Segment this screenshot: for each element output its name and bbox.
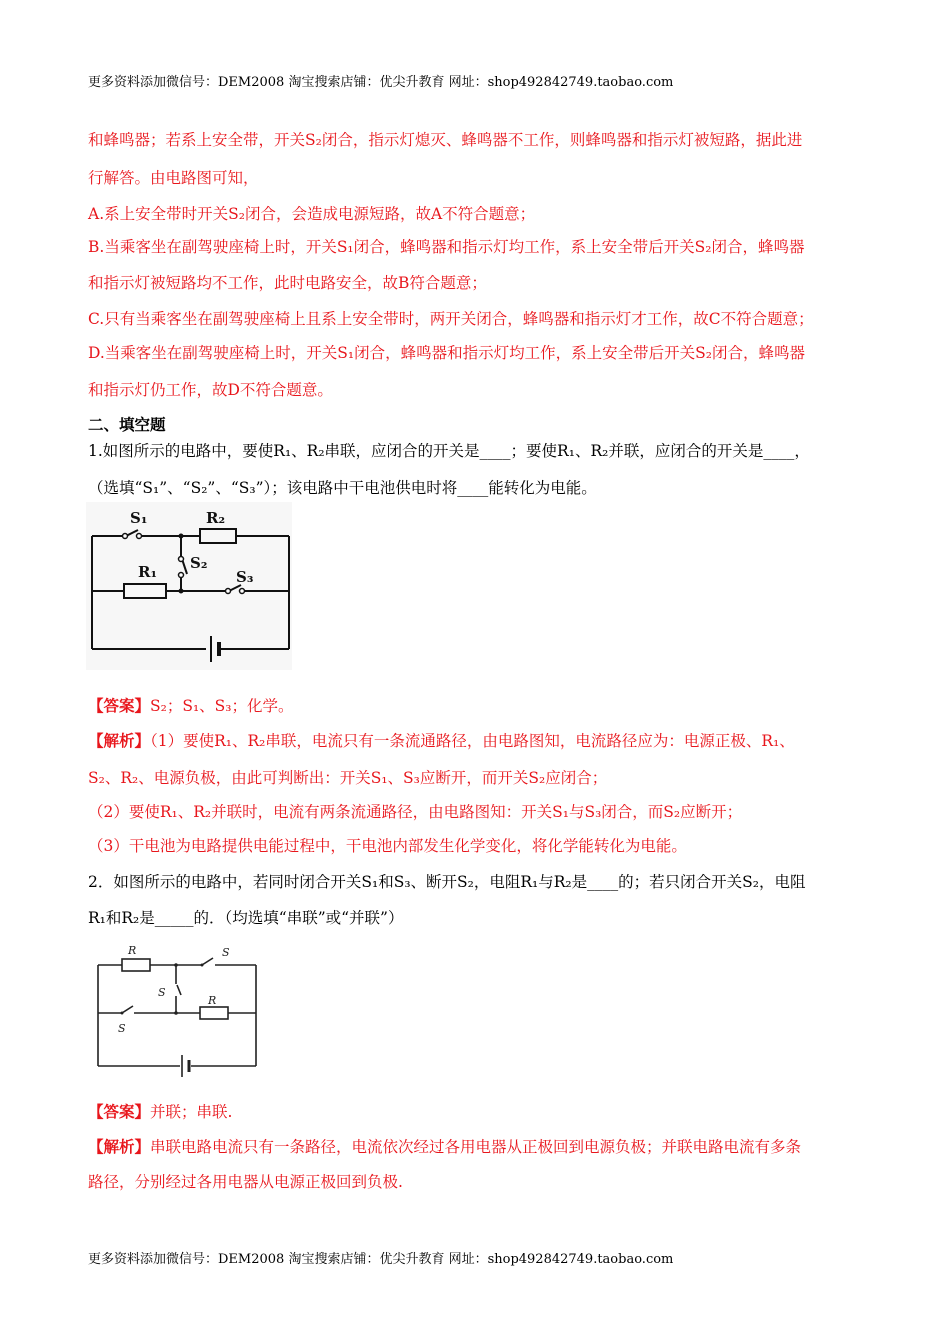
analysis-option-d: D.当乘客坐在副驾驶座椅上时，开关S₁闭合，蜂鸣器和指示灯均工作，系上安全带后开关S₂闭合，蜂鸣器 [88, 344, 805, 362]
analysis-2 [88, 1135, 801, 1157]
analysis-tag: 【解析】 [88, 731, 151, 750]
analysis-2-line: 路径，分别经过各用电器从电源正极回到负极. [88, 1173, 403, 1191]
label-s2: S₂ [190, 554, 208, 572]
label-s1: S₁ [130, 509, 148, 527]
analysis-line: 行解答。由电路图可知， [88, 169, 259, 187]
analysis-1-line: （2）要使R₁、R₂并联时，电流有两条流通路径，由电路图知：开关S₁与S₃闭合，而S₂应断开； [88, 803, 743, 821]
answer-tag: 【答案】 [88, 1102, 151, 1121]
circuit-diagram-2 [92, 938, 262, 1084]
question-2-line: R₁和R₂是_____的．（均选填“串联”或“并联”） [88, 909, 404, 927]
section-title: 二、填空题 [88, 415, 166, 434]
analysis-text: （1）要使R₁、R₂串联，电流只有一条流通路径，由电路图知，电流路径应为：电源正极、R₁、 [150, 732, 795, 750]
analysis-line: 和蜂鸣器；若系上安全带，开关S₂闭合，指示灯熄灭、蜂鸣器不工作，则蜂鸣器和指示灯被短路，据此进 [88, 131, 803, 149]
analysis-option-a: A.系上安全带时开关S₂闭合，会造成电源短路，故A不符合题意； [88, 205, 536, 223]
answer-2 [88, 1100, 232, 1122]
analysis-1-line: S₂、R₂、电源负极，由此可判断出：开关S₁、S₃应断开，而开关S₂应闭合； [88, 769, 608, 787]
page-footer: 更多资料添加微信号：DEM2008 淘宝搜索店铺：优尖升教育 网址：shop492842749.taobao.com [88, 1252, 674, 1267]
answer-1 [88, 694, 294, 716]
page-header: 更多资料添加微信号：DEM2008 淘宝搜索店铺：优尖升教育 网址：shop492842749.taobao.com [88, 75, 674, 90]
answer-text: S₂；S₁、S₃；化学。 [150, 697, 294, 715]
question-1-line: 1.如图所示的电路中，要使R₁、R₂串联，应闭合的开关是____；要使R₁、R₂并联，应闭合的开关是____， [88, 442, 810, 460]
question-2-line: 2．如图所示的电路中，若同时闭合开关S₁和S₃、断开S₂，电阻R₁与R₂是____的；若只闭合开关S₂，电阻 [88, 873, 806, 891]
analysis-option-c: C.只有当乘客坐在副驾驶座椅上且系上安全带时，两开关闭合，蜂鸣器和指示灯才工作，故C不符合题意； [88, 310, 814, 328]
analysis-1-line: （3）干电池为电路提供电能过程中，干电池内部发生化学变化，将化学能转化为电能。 [88, 837, 687, 855]
label-s3: S₃ [236, 568, 254, 586]
label-s2: S [158, 986, 166, 999]
label-r1: R₁ [138, 563, 158, 581]
circuit-diagram-1 [86, 502, 292, 670]
label-s3: S [222, 946, 230, 959]
analysis-text: 串联电路电流只有一条路径，电流依次经过各用电器从正极回到电源负极；并联电路电流有多条 [150, 1138, 802, 1156]
question-1-line: （选填“S₁”、“S₂”、“S₃”）；该电路中干电池供电时将____能转化为电能。 [88, 479, 597, 497]
label-s1: S [118, 1022, 126, 1035]
label-r2: R [208, 994, 217, 1007]
analysis-line: 和指示灯被短路均不工作，此时电路安全，故B符合题意； [88, 274, 487, 292]
analysis-tag: 【解析】 [88, 1137, 151, 1156]
answer-tag: 【答案】 [88, 696, 151, 715]
label-r2: R₂ [206, 509, 226, 527]
answer-text: 并联；串联. [150, 1103, 233, 1121]
analysis-line: 和指示灯仍工作，故D不符合题意。 [88, 381, 333, 399]
analysis-1 [88, 729, 795, 751]
analysis-option-b: B.当乘客坐在副驾驶座椅上时，开关S₁闭合，蜂鸣器和指示灯均工作，系上安全带后开关S₂闭合，蜂鸣器 [88, 238, 805, 256]
label-r1: R [128, 944, 137, 957]
